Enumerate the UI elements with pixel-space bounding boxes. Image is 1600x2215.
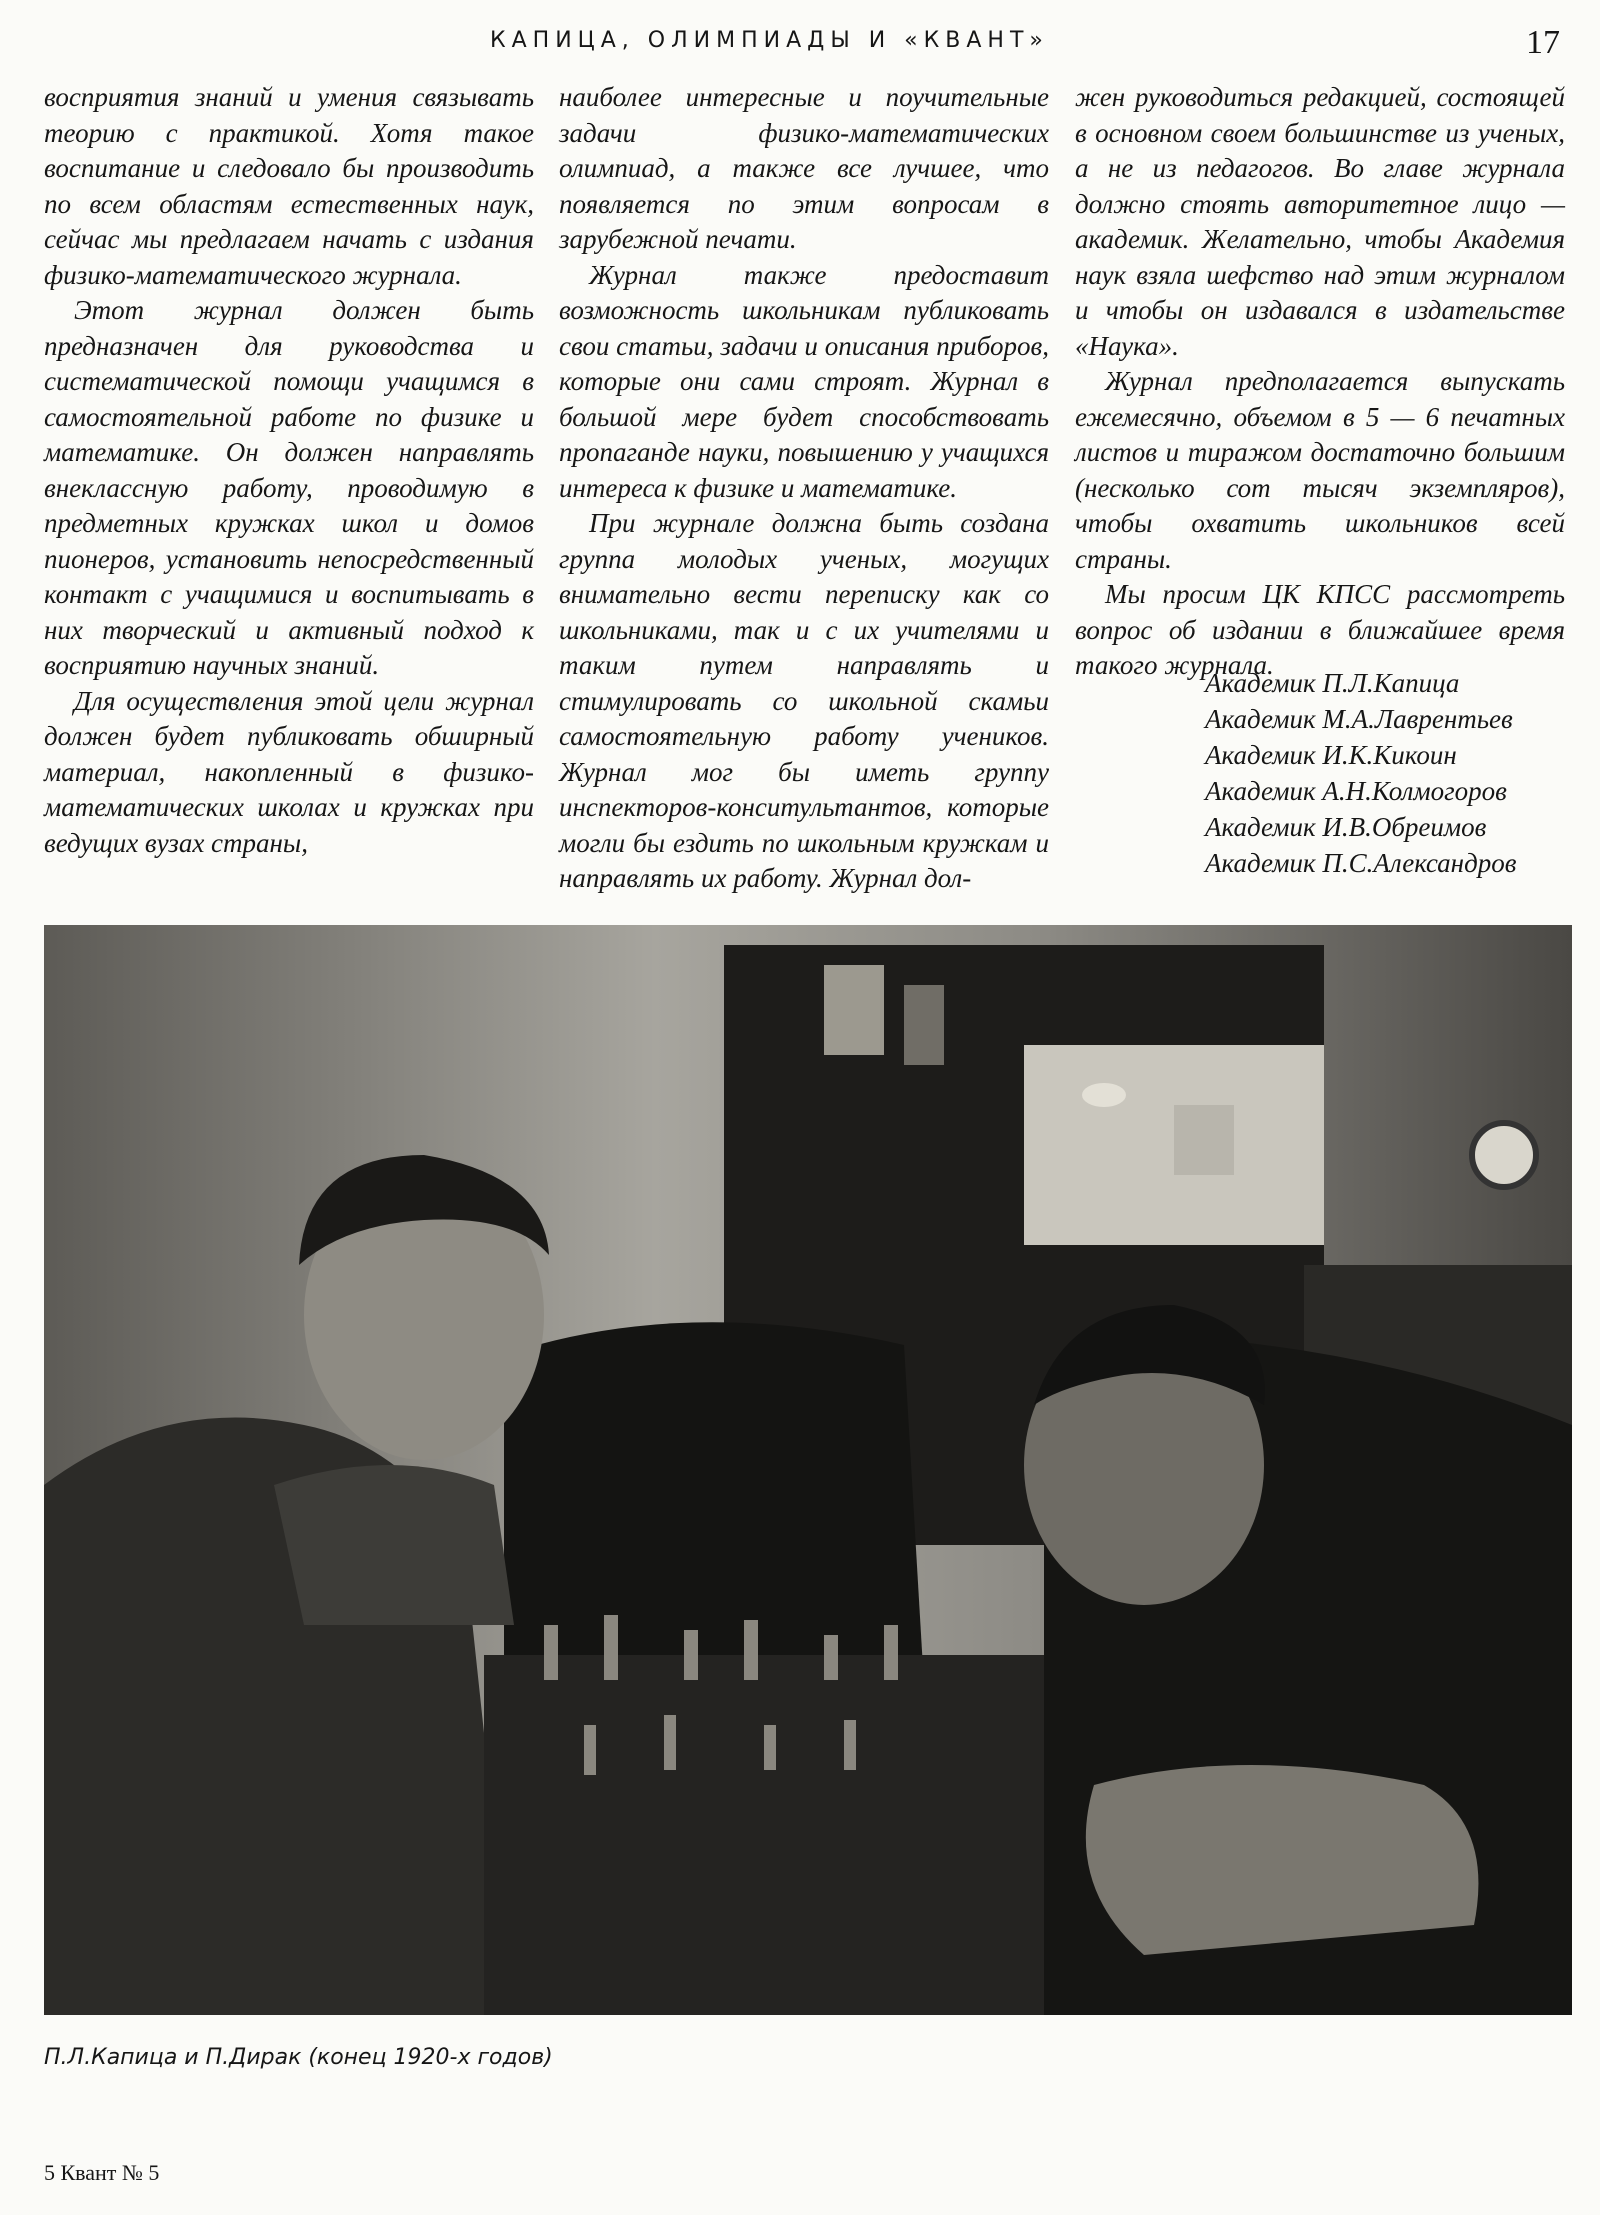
paragraph: Этот журнал должен быть предназначен для руководства и систематической помощи учащимся в самостоятельной работе по физике и математике. Он должен направлять внеклассную работу, проводимую в предметных кружках школ и домов пионеров, установить непосредственный контакт с учащимися и воспитывать в них творческий и активный подход к восприятию научных знаний. <box>44 295 534 680</box>
signature: Академик И.В.Обреимов <box>1205 812 1487 842</box>
running-title: КАПИЦА, ОЛИМПИАДЫ И «КВАНТ» <box>490 28 1049 53</box>
text-column-1 <box>44 80 534 861</box>
paragraph: Журнал также предоставит возможность школьникам публиковать свои статьи, задачи и описания приборов, которые они сами строят. Журнал в большой мере будет способствовать пропаганде науки, повышению у учащихся интереса к физике и математике. <box>559 259 1049 503</box>
paragraph: жен руководиться редакцией, состоящей в основном своем большинстве из ученых, а не из педагогов. Во главе журнала должно стоять авторитетное лицо — академик. Желательно, чтобы Академия наук взяла шефство над этим журналом и чтобы он издавался в издательстве «Наука». <box>1075 82 1565 361</box>
historical-photo <box>44 925 1572 2015</box>
signature: Академик М.А.Лаврентьев <box>1205 704 1513 734</box>
signature: Академик А.Н.Колмогоров <box>1205 776 1507 806</box>
paragraph: наиболее интересные и поучительные задачи физико-математических олимпиад, а также все лучшее, что появляется по этим вопросам в зарубежной печати. <box>559 82 1049 254</box>
paragraph: Для осуществления этой цели журнал должен будет публиковать обширный материал, накопленный в физико-математических школах и кружках при ведущих вузах страны, <box>44 685 534 858</box>
signature: Академик П.С.Александров <box>1205 848 1517 878</box>
text-column-2 <box>559 80 1049 897</box>
page-number: 17 <box>1526 24 1560 61</box>
photo-illustration <box>44 925 1572 2015</box>
paragraph: восприятия знаний и умения связывать теорию с практикой. Хотя такое воспитание и следовало бы производить по всем областям естественных наук, сейчас мы предлагаем начать с издания физико-математического журнала. <box>44 82 534 290</box>
paragraph: При журнале должна быть создана группа молодых ученых, могущих внимательно вести переписку как со школьниками, так и с их учителями и таким путем направлять и стимулировать со школьной скамьи самостоятельную работу учеников. Журнал мог бы иметь группу инспекторов-конситультантов, которые могли бы ездить по школьным кружкам и направлять их работу. Журнал дол- <box>559 508 1049 893</box>
photo-caption: П.Л.Капица и П.Дирак (конец 1920-х годов) <box>44 2045 553 2070</box>
signature-list <box>1205 665 1575 881</box>
paragraph: Мы просим ЦК КПСС рассмотреть вопрос об издании в ближайшее время такого журнала. <box>1075 579 1565 680</box>
signature-mark: 5 Квант № 5 <box>44 2160 160 2185</box>
signature: Академик П.Л.Капица <box>1205 668 1460 698</box>
text-column-3 <box>1075 80 1565 684</box>
signature: Академик И.К.Кикоин <box>1205 740 1457 770</box>
paragraph: Журнал предполагается выпускать ежемесячно, объемом в 5 — 6 печатных листов и тиражом достаточно большим (несколько сот тысяч экземпляров), чтобы охватить школьников всей страны. <box>1075 366 1565 574</box>
